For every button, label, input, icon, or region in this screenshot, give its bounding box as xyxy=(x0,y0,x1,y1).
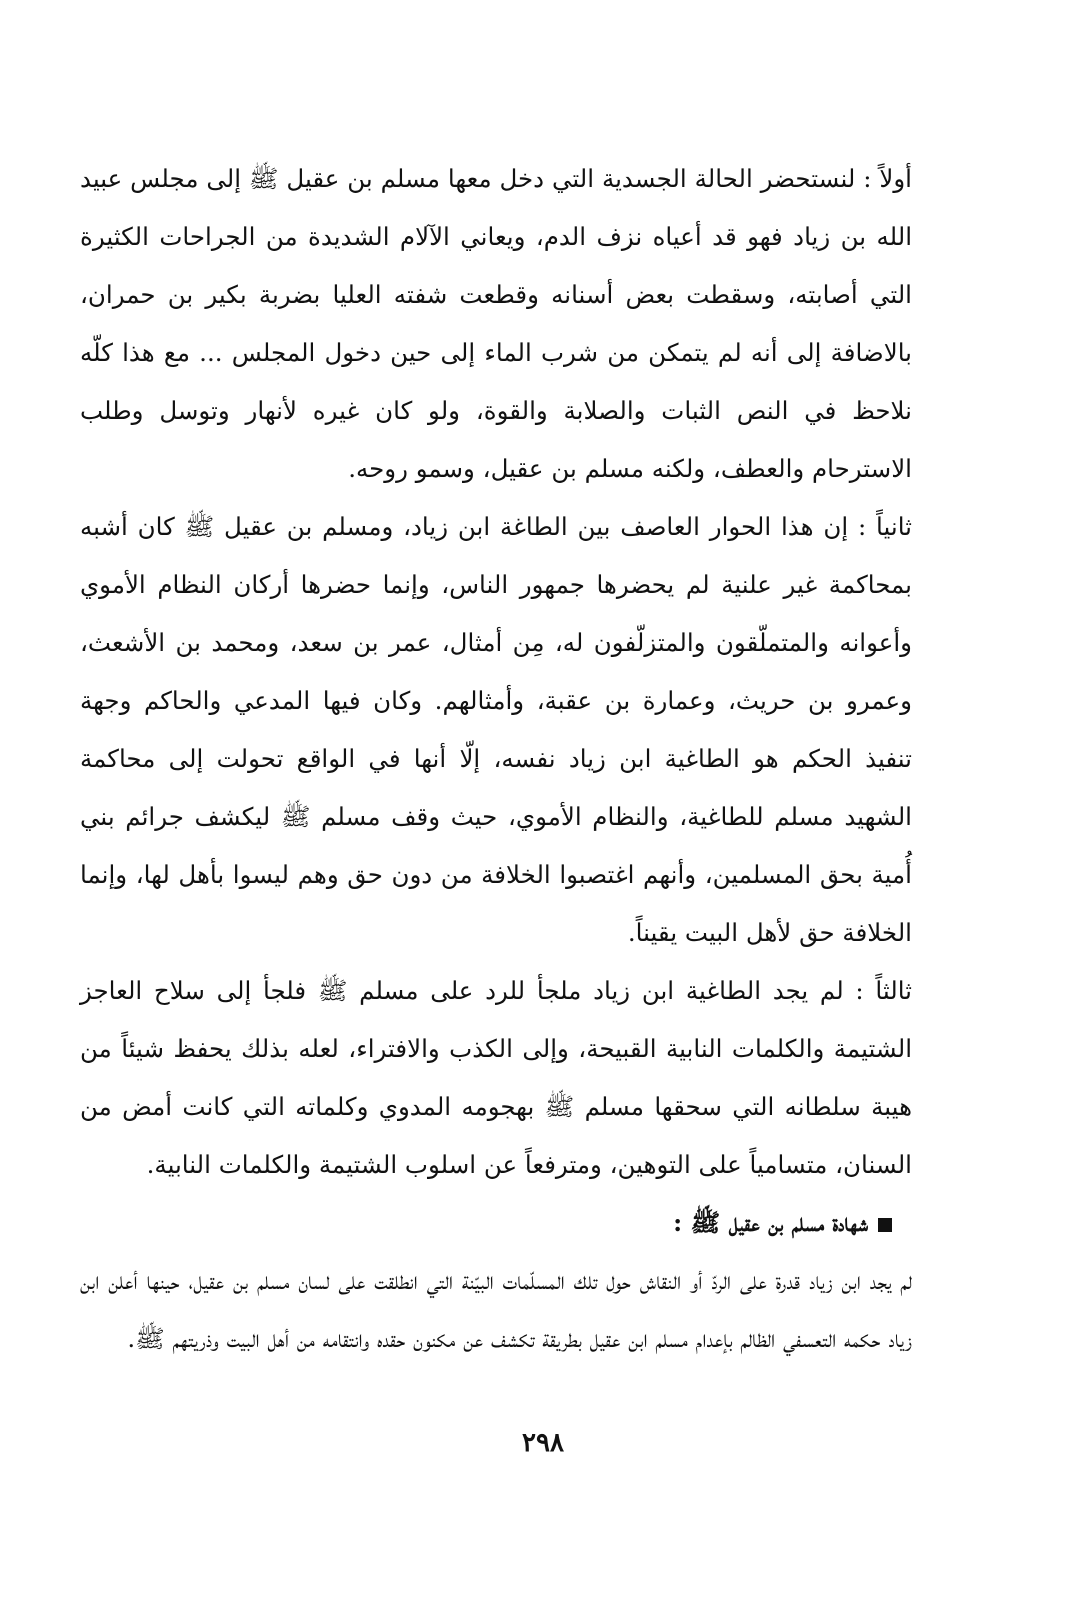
page-body xyxy=(80,150,912,1368)
paragraph-closing: لم يجد ابن زياد قدرة على الردّ أو النقاش حول تلك المسلّمات البيّنة التي انطلقت على لسان مسلم بن عقيل، حينها أعلن ابن زياد حكمه التعسفي الظالم بإعدام مسلم ابن عقيل بطريقة تكشف عن مكنون حقده وانتقامه من أهل البيت وذريتهم ﷺ. xyxy=(80,1266,912,1353)
paragraph-first: أولاً : لنستحضر الحالة الجسدية التي دخل معها مسلم بن عقيل ﷺ إلى مجلس عبيد الله بن زياد فهو قد أعياه نزف الدم، ويعاني الآلام الشديدة من الجراحات الكثيرة التي أصابته، وسقطت بعض أسنانه وقطعت شفته العليا بضربة بكير بن حمران، بالاضافة إلى أنه لم يتمكن من شرب الماء إلى حين دخول المجلس ... مع هذا كلّه نلاحظ في النص الثبات والصلابة والقوة، ولو كان غيره لأنهار وتوسل وطلب الاسترحام والعطف، ولكنه مسلم بن عقيل، وسمو روحه. xyxy=(80,164,912,483)
page-number: ٢٩٨ xyxy=(522,1428,564,1458)
section-heading-text: شهادة مسلم بن عقيل ﷺ : xyxy=(673,1208,868,1237)
paragraph-second: ثانياً : إن هذا الحوار العاصف بين الطاغة ابن زياد، ومسلم بن عقيل ﷺ كان أشبه بمحاكمة غير علنية لم يحضرها جمهور الناس، وإنما حضرها أركان النظام الأموي وأعوانه والمتملّقون والمتزلّفون له، مِن أمثال، عمر بن سعد، ومحمد بن الأشعث، وعمرو بن حريث، وعمارة بن عقبة، وأمثالهم. وكان فيها المدعي والحاكم وجهة تنفيذ الحكم هو الطاغية ابن زياد نفسه، إلّا أنها في الواقع تحولت إلى محاكمة الشهيد مسلم للطاغية، والنظام الأموي، حيث وقف مسلم ﷺ ليكشف جرائم بني أُمية بحق المسلمين، وأنهم اغتصبوا الخلافة من دون حق وهم ليسوا بأهل لها، وإنما الخلافة حق لأهل البيت يقيناً. xyxy=(80,512,913,947)
section-heading xyxy=(80,1194,912,1252)
square-bullet-icon xyxy=(878,1218,892,1232)
paragraph-third: ثالثاً : لم يجد الطاغية ابن زياد ملجأ للرد على مسلم ﷺ فلجأ إلى سلاح العاجز الشتيمة والكلمات النابية القبيحة، وإلى الكذب والافتراء، لعله بذلك يحفظ شيئاً من هيبة سلطانه التي سحقها مسلم ﷺ بهجومه المدوي وكلماته التي كانت أمض من السنان، متسامياً على التوهين، ومترفعاً عن اسلوب الشتيمة والكلمات النابية. xyxy=(80,976,912,1179)
